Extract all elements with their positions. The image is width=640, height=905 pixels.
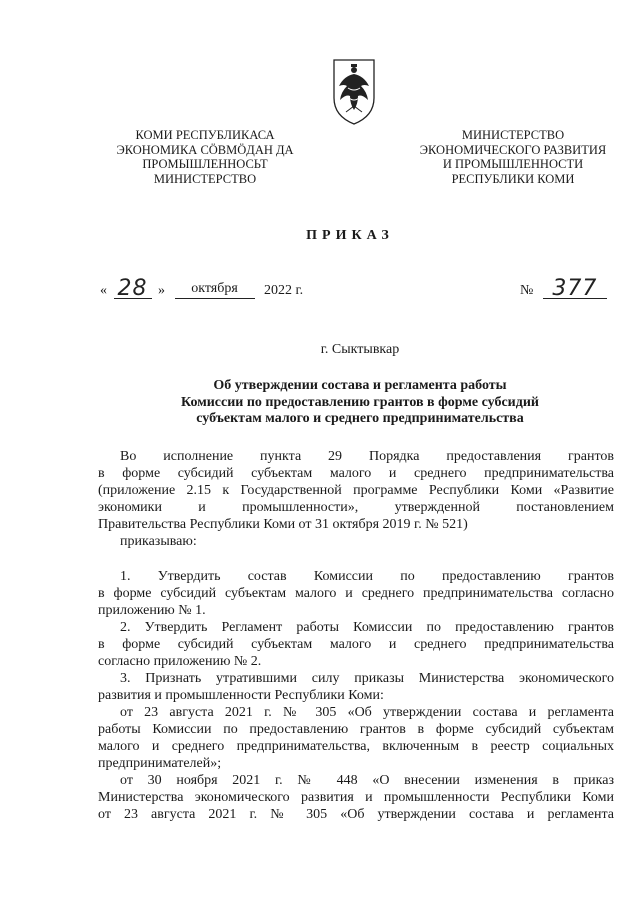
date-year: 2022 г. <box>264 283 304 298</box>
preamble-line: в форме субсидий субъектам малого и среднего предпринимательства <box>98 466 614 481</box>
number-sign: № <box>520 283 534 298</box>
header-left-line: МИНИСТЕРСТВО <box>153 171 257 186</box>
paragraph-line: малого и среднего предпринимательства, включенным в реестр социальных <box>98 739 614 754</box>
paragraph-1 <box>98 568 614 619</box>
header-right-line: ЭКОНОМИЧЕСКОГО РАЗВИТИЯ <box>419 142 607 157</box>
date-month: октября <box>175 280 255 299</box>
preamble-paragraph <box>98 448 614 550</box>
paragraph-line: в форме субсидий субъектам малого и среднего предпринимательства <box>98 637 614 652</box>
paragraph-line: работы Комиссии по предоставлению грантов в форме субсидий субъектам <box>98 722 614 737</box>
header-left-line: ПРОМЫШЛЕННОСЬТ <box>142 157 268 171</box>
date-close-quote: » <box>158 283 165 298</box>
title-line: Об утверждении состава и регламента работы <box>213 378 507 393</box>
paragraph-2 <box>98 619 614 670</box>
header-right-line: РЕСПУБЛИКИ КОМИ <box>451 171 575 186</box>
paragraph-line: 3. Признать утратившими силу приказы Министерства экономического <box>120 671 614 686</box>
paragraph-line: согласно приложению № 2. <box>98 654 262 669</box>
header-left-line: КОМИ РЕСПУБЛИКАСА <box>135 128 275 142</box>
date-day-handwritten: 28 <box>114 280 152 299</box>
header-left-block <box>90 128 320 186</box>
paragraph-line: Министерства экономического развития и промышленности Республики Коми <box>98 790 614 805</box>
coat-of-arms-emblem <box>330 58 378 126</box>
paragraph-line: от 30 ноября 2021 г. № 448 «О внесении изменения в приказ <box>120 773 614 788</box>
paragraph-line: развития и промышленности Республики Коми: <box>98 688 384 703</box>
paragraph-line: предпринимателей»; <box>98 756 222 771</box>
order-number <box>520 276 607 304</box>
paragraph-line: 1. Утвердить состав Комиссии по предоставлению грантов <box>120 569 614 584</box>
preamble-line: экономики и промышленности», утвержденной постановлением <box>98 500 614 515</box>
order-date <box>100 276 304 304</box>
paragraph-3a <box>98 704 614 772</box>
paragraph-line: в форме субсидий субъектам малого и среднего предпринимательства согласно <box>98 586 614 601</box>
order-word: приказываю: <box>120 534 197 549</box>
preamble-line: (приложение 2.15 к Государственной программе Республики Коми «Развитие <box>98 483 614 498</box>
date-open-quote: « <box>100 283 107 298</box>
number-value-handwritten: 377 <box>543 280 607 299</box>
title-line: Комиссии по предоставлению грантов в форме субсидий <box>181 394 539 410</box>
header-right-line: И ПРОМЫШЛЕННОСТИ <box>442 157 584 171</box>
title-line: субъектам малого и среднего предпринимательства <box>196 411 524 426</box>
preamble-line: Во исполнение пункта 29 Порядка предоставления грантов <box>120 449 614 464</box>
preamble-line: Правительства Республики Коми от 31 октября 2019 г. № 521) <box>98 517 468 532</box>
paragraph-3b <box>98 772 614 823</box>
paragraph-line: от 23 августа 2021 г. № 305 «Об утверждении состава и регламента <box>98 807 614 822</box>
paragraph-line: 2. Утвердить Регламент работы Комиссии по предоставлению грантов <box>120 620 614 635</box>
header-left-line: ЭКОНОМИКА СӦВМӦДАН ДА <box>116 142 294 157</box>
document-type-heading: ПРИКАЗ <box>306 228 394 243</box>
city-line: г. Сыктывкар <box>320 342 400 357</box>
paragraph-line: от 23 августа 2021 г. № 305 «Об утверждении состава и регламента <box>120 705 614 720</box>
header-right-block <box>398 128 628 186</box>
paragraph-line: приложению № 1. <box>98 603 206 618</box>
paragraph-3 <box>98 670 614 704</box>
order-title <box>0 378 640 428</box>
header-right-line: МИНИСТЕРСТВО <box>461 128 565 142</box>
